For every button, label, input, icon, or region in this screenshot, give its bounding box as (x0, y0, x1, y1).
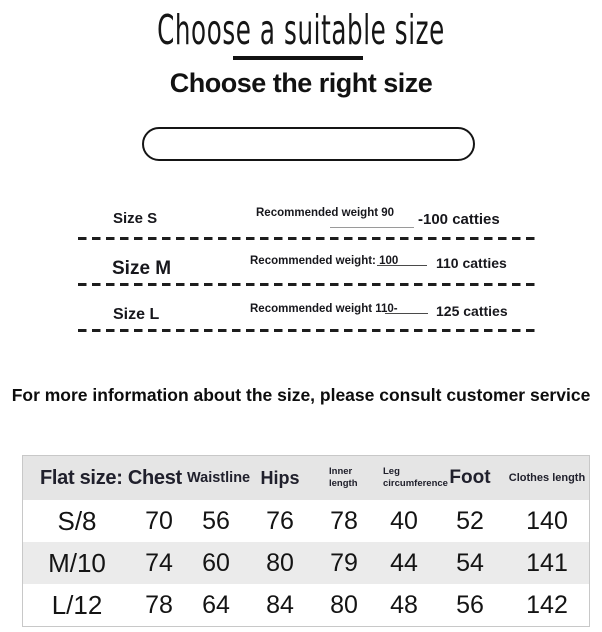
size-s-range: -100 catties (418, 211, 500, 228)
size-l-range: 125 catties (436, 303, 508, 319)
cell-foot: 52 (456, 506, 484, 535)
title-underline (233, 56, 363, 60)
table-row-l12 (23, 584, 589, 626)
dashed-divider (78, 329, 540, 332)
cell-chest: 78 (145, 590, 173, 619)
cell-foot: 54 (456, 548, 484, 577)
header-flat-size-chest: Flat size: Chest (40, 466, 182, 489)
cell-clothes-length: 142 (526, 590, 568, 619)
header-clothes-length: Clothes length (508, 472, 586, 484)
header-leg-circumference: Leg circumference (383, 466, 448, 489)
cell-foot: 56 (456, 590, 484, 619)
cell-hips: 84 (266, 590, 294, 619)
cell-hips: 80 (266, 548, 294, 577)
cell-size: S/8 (57, 505, 97, 536)
header-foot: Foot (449, 467, 491, 488)
page-subtitle: Choose the right size (169, 68, 433, 98)
cell-chest: 70 (145, 506, 173, 535)
dashed-divider (78, 283, 540, 286)
table-header-row (23, 456, 589, 500)
table-row-s8 (23, 500, 589, 542)
size-m-connector-line (377, 265, 427, 266)
cell-waistline: 64 (202, 590, 230, 619)
cell-leg-circumference: 44 (390, 548, 418, 577)
header-inner-length: Inner length (329, 466, 358, 489)
cell-waistline: 60 (202, 548, 230, 577)
empty-size-pill (142, 127, 475, 161)
size-l-connector-line (385, 313, 428, 314)
size-s-connector-line (330, 227, 414, 228)
header-waistline: Waistline (187, 470, 251, 486)
size-l-label: Size L (113, 306, 160, 323)
customer-service-note: For more information about the size, please consult customer service (11, 385, 591, 405)
page-title: Choose a suitable size (157, 6, 445, 54)
size-s-desc: Recommended weight 90 (256, 207, 395, 219)
size-table (22, 455, 590, 627)
cell-chest: 74 (145, 548, 173, 577)
cell-clothes-length: 140 (526, 506, 568, 535)
cell-inner-length: 79 (330, 548, 358, 577)
cell-leg-circumference: 40 (390, 506, 418, 535)
size-s-label: Size S (113, 210, 158, 227)
size-m-desc: Recommended weight: 100 (250, 255, 399, 267)
cell-size: L/12 (51, 589, 103, 620)
size-m-range: 110 catties (436, 255, 507, 271)
size-l-desc: Recommended weight 110- (250, 303, 398, 315)
cell-clothes-length: 141 (526, 548, 568, 577)
cell-inner-length: 80 (330, 590, 358, 619)
cell-leg-circumference: 48 (390, 590, 418, 619)
cell-size: M/10 (48, 547, 106, 578)
cell-inner-length: 78 (330, 506, 358, 535)
cell-waistline: 56 (202, 506, 230, 535)
dashed-divider (78, 237, 540, 240)
size-m-label: Size M (112, 258, 172, 279)
cell-hips: 76 (266, 506, 294, 535)
header-hips: Hips (260, 467, 300, 488)
table-row-m10 (23, 542, 589, 584)
